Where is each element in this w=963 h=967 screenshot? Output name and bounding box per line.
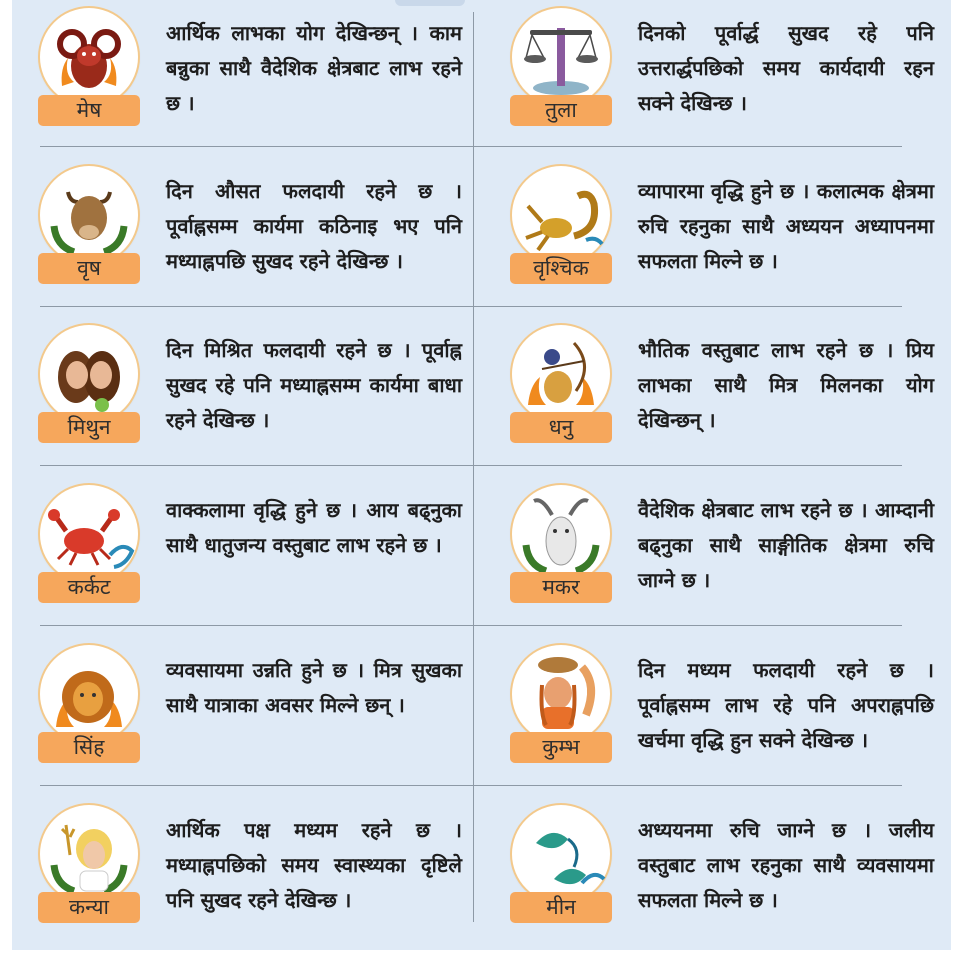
sign-card-kanya [40, 801, 470, 951]
sign-prediction: आर्थिक पक्ष मध्यम रहने छ । मध्याह्नपछिको समय स्वास्थ्यका दृष्टिले पनि सुखद रहने देखिन्छ । [166, 818, 462, 912]
scales-icon [512, 8, 610, 106]
sign-name: तुला [510, 95, 612, 126]
lion-icon [40, 645, 138, 743]
sign-name: मिथुन [38, 412, 140, 443]
sign-prediction: दिनको पूर्वार्द्ध सुखद रहे पनि उत्तरार्द्धपछिको समय कार्यदायी रहन सक्ने देखिन्छ । [638, 21, 934, 115]
sign-card-dhanu [512, 321, 942, 471]
sign-card-mithun [40, 321, 470, 471]
sign-name: मकर [510, 572, 612, 603]
sign-name: कन्या [38, 892, 140, 923]
sign-card-meen [512, 801, 942, 951]
sign-name: मेष [38, 95, 140, 126]
ram-icon [40, 8, 138, 106]
sign-prediction: वाक्कलामा वृद्धि हुने छ । आय बढ्नुका साथै धातुजन्य वस्तुबाट लाभ रहने छ । [166, 498, 462, 557]
sign-name: वृष [38, 253, 140, 284]
sign-card-karkat [40, 481, 470, 631]
sign-name: कुम्भ [510, 732, 612, 763]
goat-icon [512, 485, 610, 583]
sign-card-brish [40, 162, 470, 312]
sign-card-tula [512, 4, 942, 154]
sign-name: वृश्चिक [510, 253, 612, 284]
water-bearer-icon [512, 645, 610, 743]
sign-prediction: आर्थिक लाभका योग देखिन्छन् । काम बन्नुका साथै वैदेशिक क्षेत्रबाट लाभ रहने छ । [166, 21, 462, 115]
sign-name: सिंह [38, 732, 140, 763]
sign-card-singh [40, 641, 470, 791]
sign-name: मीन [510, 892, 612, 923]
sign-card-kumbha [512, 641, 942, 791]
archer-icon [512, 325, 610, 423]
sign-prediction: दिन मध्यम फलदायी रहने छ । पूर्वाह्नसम्म लाभ रहे पनि अपराह्नपछि खर्चमा वृद्धि हुन सक्ने देखिन्छ । [638, 658, 934, 752]
sign-card-makar [512, 481, 942, 631]
sign-name: धनु [510, 412, 612, 443]
twins-icon [40, 325, 138, 423]
sign-prediction: दिन मिश्रित फलदायी रहने छ । पूर्वाह्न सुखद रहे पनि मध्याह्नसम्म कार्यमा बाधा रहने देखिन्छ । [166, 338, 462, 432]
sign-card-brishchik [512, 162, 942, 312]
fish-icon [512, 805, 610, 903]
sign-prediction: भौतिक वस्तुबाट लाभ रहने छ । प्रिय लाभका साथै मित्र मिलनका योग देखिन्छन् । [638, 338, 934, 432]
sign-prediction: दिन औसत फलदायी रहने छ । पूर्वाह्नसम्म कार्यमा कठिनाइ भए पनि मध्याह्नपछि सुखद रहने देखिन्छ । [166, 179, 462, 273]
sign-prediction: अध्ययनमा रुचि जाग्ने छ । जलीय वस्तुबाट लाभ रहनुका साथै व्यवसायमा सफलता मिल्ने छ । [638, 818, 934, 912]
crab-icon [40, 485, 138, 583]
maiden-icon [40, 805, 138, 903]
sign-prediction: वैदेशिक क्षेत्रबाट लाभ रहने छ । आम्दानी बढ्नुका साथै साङ्गीतिक क्षेत्रमा रुचि जाग्ने छ । [638, 498, 934, 592]
sign-name: कर्कट [38, 572, 140, 603]
sign-prediction: व्यवसायमा उन्नति हुने छ । मित्र सुखका साथै यात्राका अवसर मिल्ने छन् । [166, 658, 462, 717]
sign-card-mesh [40, 4, 470, 154]
scorpion-icon [512, 166, 610, 264]
bull-icon [40, 166, 138, 264]
sign-prediction: व्यापारमा वृद्धि हुने छ । कलात्मक क्षेत्रमा रुचि रहनुका साथै अध्ययन अध्यापनमा सफलता मिल्ने छ । [638, 179, 934, 273]
